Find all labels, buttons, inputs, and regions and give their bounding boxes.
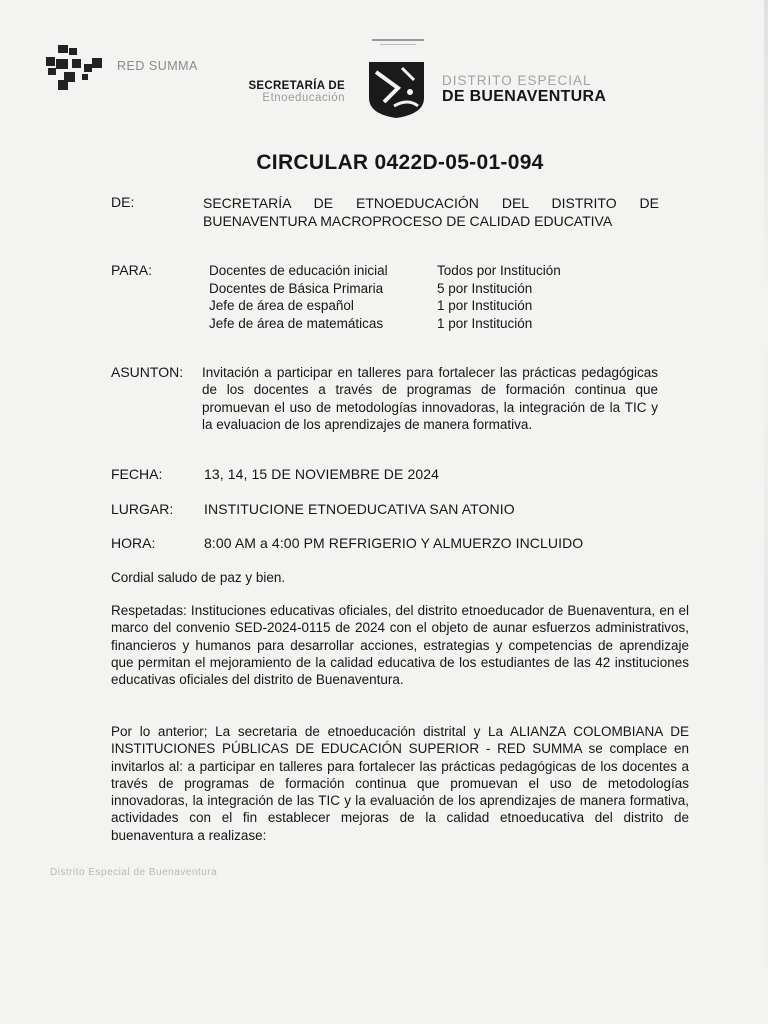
para-row [209,280,561,298]
crest-caption-mark [370,37,428,47]
greeting: Cordial saludo de paz y bien. [111,570,286,585]
lugar-label: LURGAR: [111,501,174,517]
red-summa-name: RED SUMMA [117,59,198,73]
para-role: Jefe de área de matemáticas [209,315,384,331]
para-role: Docentes de educación inicial [209,263,388,278]
para-row [209,315,561,333]
district-crest [364,58,434,120]
secretaria-block [240,80,345,104]
de-value [203,194,659,230]
asunto-label: ASUNTON: [111,364,184,380]
de-value-line2: BUENAVENTURA MACROPROCESO DE CALIDAD EDUCATIVA [203,213,613,229]
para-role: Jefe de área de español [209,298,354,313]
para-role: Docentes de Básica Primaria [209,280,384,296]
district-block [442,73,606,106]
district-title: DE BUENAVENTURA [442,88,607,105]
hora-value: 8:00 AM a 4:00 PM REFRIGERIO Y ALMUERZO INCLUIDO [204,535,584,551]
para-quantity: 5 por Institución [437,280,533,296]
fecha-value: 13, 14, 15 DE NOVIEMBRE DE 2024 [204,466,439,482]
body-paragraph: Por lo anterior; La secretaria de etnoeducación distrital y La ALIANZA COLOMBIANA DE INSTITUCIONES PÚBLICAS DE EDUCACIÓN SUPERIOR - RED SUMMA se complace en invitarlos al: a participar en talleres para fortalecer las prácticas pedagógicas de los docentes a través de programas de formación continua que promuevan el uso de metodologías innovadoras, la integración de las TIC y la evaluación de los aprendizajes de manera formativa, actividades con el fin establecer mejoras de la calidad etnoeducativa del distrito de buenaventura a realizase: [111,724,689,843]
secretaria-subtitle: Etnoeducación [262,92,345,104]
para-recipients-table [209,262,561,332]
para-row [209,297,561,315]
red-summa-logo [44,44,108,96]
hora-label: HORA: [111,535,156,551]
scan-edge-shadow [764,0,768,1024]
de-value-line1: SECRETARÍA DE ETNOEDUCACIÓN DEL DISTRITO DE [203,195,659,211]
de-label: DE: [111,194,135,210]
lugar-value: INSTITUCIONE ETNOEDUCATIVA SAN ATONIO [204,501,515,517]
district-subtitle: DISTRITO ESPECIAL [442,73,592,88]
circular-title: CIRCULAR 0422D-05-01-094 [256,151,544,174]
body-paragraph: Respetadas: Instituciones educativas oficiales, del distrito etnoeducador de Buenaventura, en el marco del convenio SED-2024-0115 de 2024 con el objeto de aunar esfuerzos administrativos, financieros y humanos para desarrollar acciones, estrategias y competencias de aprendizaje que permitan el mejoramiento de la calidad educativa de los estudiantes de las 42 instituciones educativas oficiales del distrito de Buenaventura. [111,603,689,688]
para-label: PARA: [111,262,152,278]
para-quantity: Todos por Institución [437,263,561,278]
footer-watermark: Distrito Especial de Buenaventura [50,867,218,878]
secretaria-title: SECRETARÍA DE [248,80,345,92]
fecha-label: FECHA: [111,466,163,482]
para-quantity: 1 por Institución [437,315,533,331]
asunto-value: Invitación a participar en talleres para fortalecer las prácticas pedagógicas de los docentes a través de programas de formación continua que promuevan el uso de metodologías innovadoras, la integración de la TIC y la evaluacion de los aprendizajes de manera formativa. [202,365,658,433]
para-row [209,262,561,280]
para-quantity: 1 por Institución [437,298,533,313]
